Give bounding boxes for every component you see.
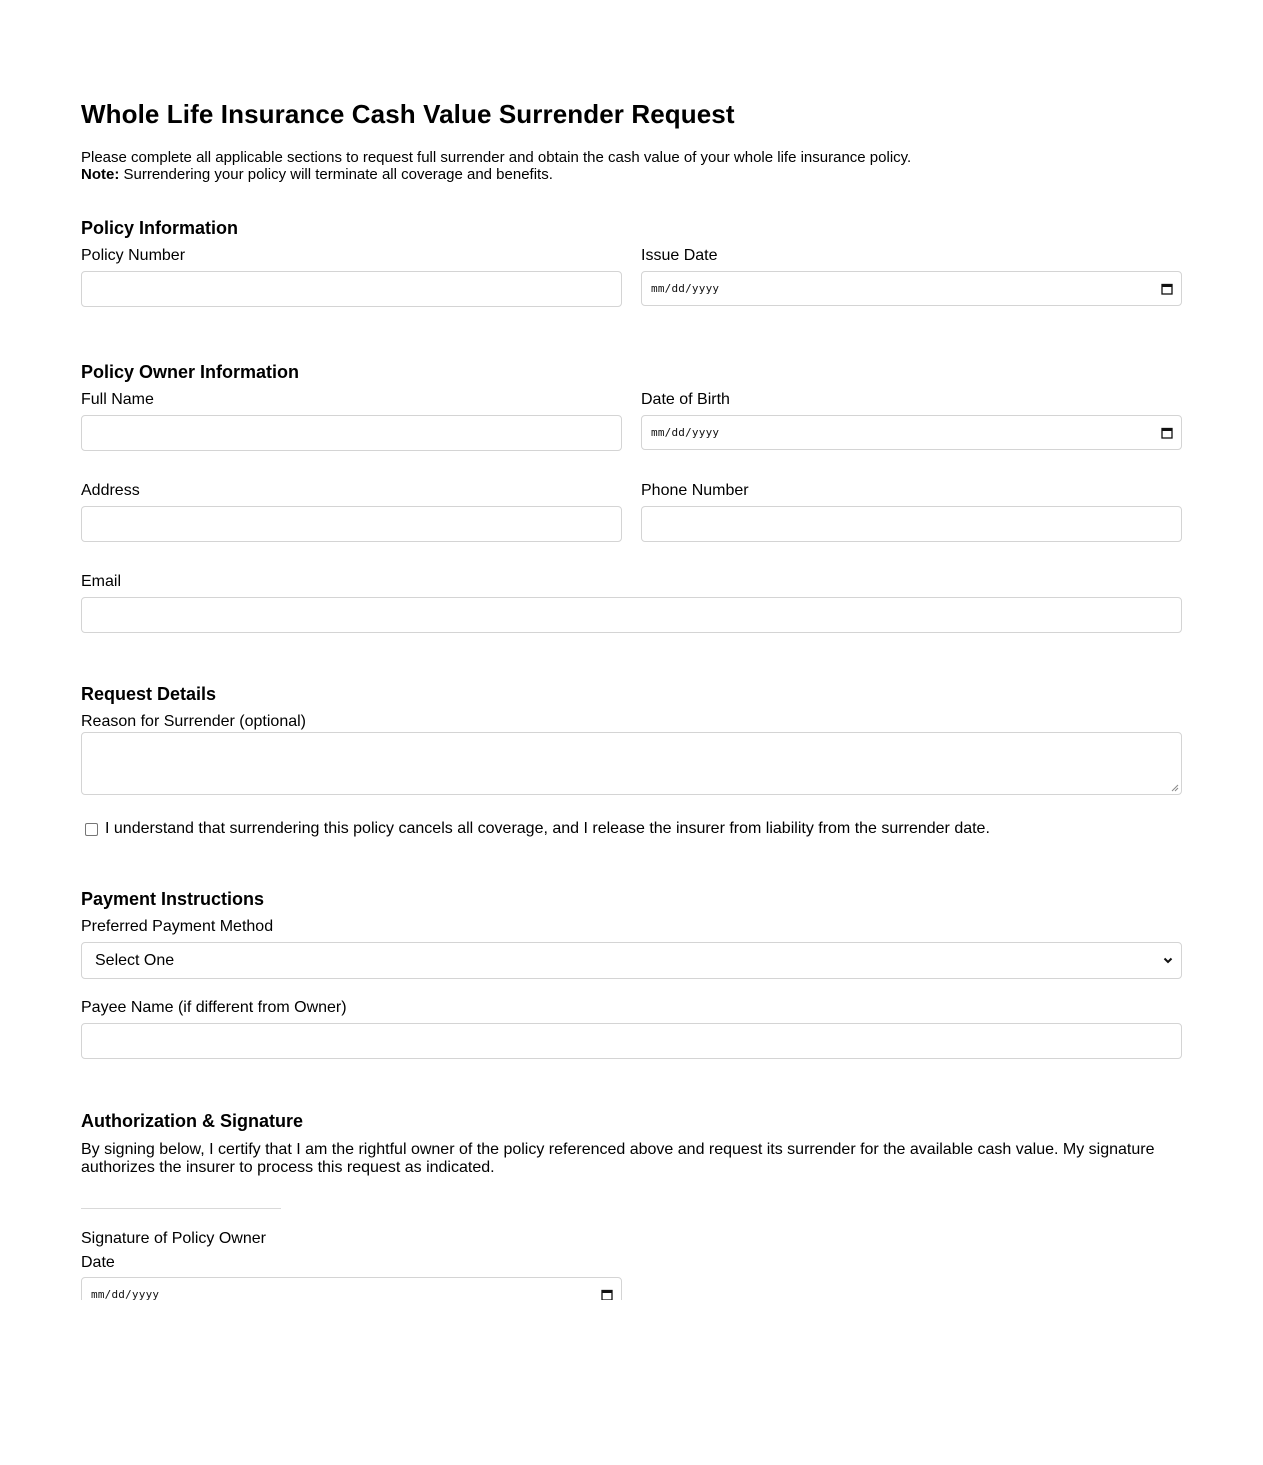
payee-name-input[interactable]	[81, 1023, 1182, 1059]
date-of-birth-input[interactable]	[641, 415, 1182, 450]
full-name-input[interactable]	[81, 415, 622, 451]
policy-number-input[interactable]	[81, 271, 622, 307]
section-policy-information	[81, 217, 1182, 307]
signature-date-input[interactable]	[81, 1277, 622, 1300]
intro-text	[81, 149, 1182, 183]
policy-number-label: Policy Number	[81, 247, 186, 264]
payment-method-label: Preferred Payment Method	[81, 918, 274, 935]
calendar-icon[interactable]	[1161, 283, 1173, 295]
chevron-down-icon	[1163, 957, 1173, 964]
section-heading: Authorization & Signature	[81, 1111, 303, 1131]
section-heading: Policy Owner Information	[81, 362, 300, 382]
email-label: Email	[81, 573, 122, 590]
signature-date-placeholder: mm/dd/yyyy	[91, 1288, 160, 1300]
signature-line[interactable]	[81, 1208, 281, 1209]
phone-number-label: Phone Number	[641, 482, 749, 499]
section-heading: Request Details	[81, 684, 217, 704]
phone-number-group	[641, 481, 1182, 542]
intro-description: Please complete all applicable sections to request full surrender and obtain the cash value of your whole life insurance policy.	[81, 149, 912, 166]
issue-date-input[interactable]	[641, 271, 1182, 306]
resize-handle-icon[interactable]	[1171, 784, 1179, 792]
section-authorization-signature	[81, 1110, 1182, 1300]
section-policy-owner-information	[81, 361, 1182, 633]
date-of-birth-group	[641, 390, 1182, 451]
signature-date-label: Date	[81, 1254, 115, 1271]
issue-date-group	[641, 246, 1182, 307]
full-name-label: Full Name	[81, 391, 154, 408]
phone-number-input[interactable]	[641, 506, 1182, 542]
policy-number-group	[81, 246, 622, 307]
issue-date-label: Issue Date	[641, 247, 718, 264]
payment-method-select[interactable]	[81, 942, 1182, 979]
page-title: Whole Life Insurance Cash Value Surrender Request	[81, 99, 735, 129]
acknowledgement-label: I understand that surrendering this policy cancels all coverage, and I release the insurer from liability from the surrender date.	[105, 820, 990, 837]
note-text: Surrendering your policy will terminate all coverage and benefits.	[119, 166, 553, 183]
signature-label: Signature of Policy Owner	[81, 1230, 266, 1247]
section-payment-instructions	[81, 888, 1182, 1059]
reason-group	[81, 712, 1182, 795]
email-group	[81, 572, 1182, 633]
full-name-group	[81, 390, 622, 451]
email-input[interactable]	[81, 597, 1182, 633]
date-of-birth-label: Date of Birth	[641, 391, 730, 408]
surrender-request-form	[81, 97, 1182, 1300]
section-heading: Payment Instructions	[81, 889, 265, 909]
payment-method-group	[81, 917, 1182, 979]
note-label: Note:	[81, 166, 120, 183]
payee-name-label: Payee Name (if different from Owner)	[81, 999, 347, 1016]
section-heading: Policy Information	[81, 218, 239, 238]
authorization-statement: By signing below, I certify that I am the rightful owner of the policy referenced above and request its surrender for the available cash value. My signature authorizes the insurer to process this request as indicated.	[81, 1141, 1155, 1176]
reason-textarea[interactable]	[81, 732, 1182, 795]
payment-method-selected: Select One	[95, 951, 175, 969]
issue-date-placeholder: mm/dd/yyyy	[651, 282, 720, 295]
reason-label: Reason for Surrender (optional)	[81, 713, 307, 730]
payee-name-group	[81, 998, 1182, 1059]
calendar-icon[interactable]	[1161, 427, 1173, 439]
acknowledgement-checkbox-row[interactable]	[81, 819, 1182, 839]
section-request-details	[81, 683, 1182, 839]
calendar-icon[interactable]	[601, 1289, 613, 1301]
acknowledgement-checkbox[interactable]	[85, 823, 98, 836]
address-label: Address	[81, 482, 140, 499]
intro-note	[81, 166, 1182, 183]
address-group	[81, 481, 622, 542]
address-input[interactable]	[81, 506, 622, 542]
date-of-birth-placeholder: mm/dd/yyyy	[651, 426, 720, 439]
